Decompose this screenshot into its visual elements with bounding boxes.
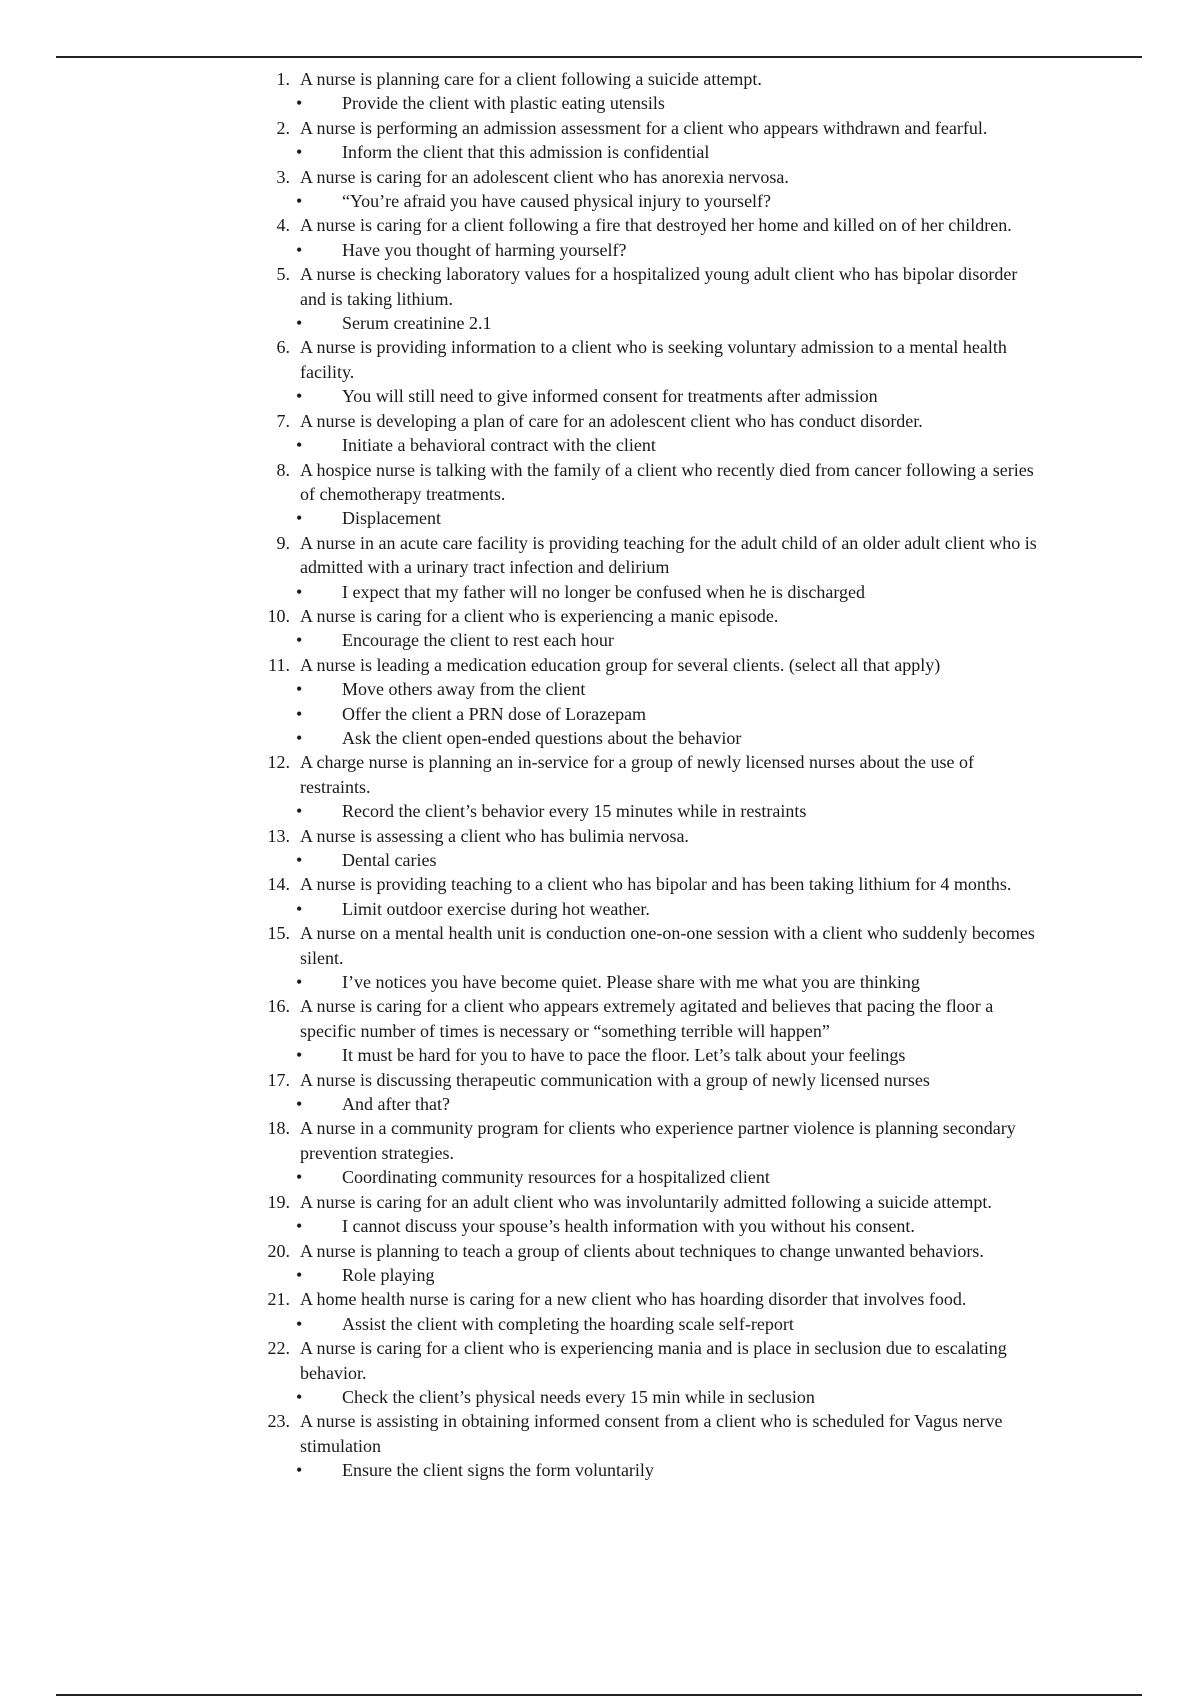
bullet-icon: • (296, 1045, 303, 1066)
answer-text: And after that? (342, 1094, 450, 1115)
bullet-icon: • (296, 93, 303, 114)
question-number: 10. (267, 605, 290, 626)
answer-text: Have you thought of harming yourself? (342, 239, 627, 260)
question-text: A nurse is caring for an adolescent client who has anorexia nervosa. (300, 166, 789, 187)
question-item (258, 653, 1038, 677)
question-item (258, 335, 1038, 384)
answer-text: You will still need to give informed consent for treatments after admission (342, 386, 878, 407)
question-item (258, 409, 1038, 433)
question-text: A nurse is caring for a client who appears extremely agitated and believes that pacing the floor a specific number of times is necessary or “something terrible will happen” (300, 996, 994, 1041)
answer-item (258, 799, 1038, 823)
question-number: 11. (268, 654, 290, 675)
answer-item (258, 238, 1038, 262)
answer-text: I expect that my father will no longer be confused when he is discharged (342, 581, 866, 602)
question-number: 17. (267, 1069, 290, 1090)
question-text: A nurse is leading a medication education group for several clients. (select all that apply) (300, 654, 941, 675)
question-item (258, 872, 1038, 896)
question-number: 21. (267, 1289, 290, 1310)
bullet-icon: • (296, 679, 303, 700)
answer-item (258, 1385, 1038, 1409)
question-item (258, 1116, 1038, 1165)
question-text: A nurse is caring for an adult client who was involuntarily admitted following a suicide attempt. (300, 1191, 992, 1212)
bullet-icon: • (296, 508, 303, 529)
answer-text: “You’re afraid you have caused physical injury to yourself? (342, 191, 772, 212)
answer-text: Encourage the client to rest each hour (342, 630, 614, 651)
question-number: 6. (276, 337, 290, 358)
bullet-icon: • (296, 239, 303, 260)
question-item (258, 921, 1038, 970)
answer-text: Limit outdoor exercise during hot weather. (342, 898, 650, 919)
question-item (258, 750, 1038, 799)
question-item (258, 604, 1038, 628)
answer-item (258, 1165, 1038, 1189)
question-number: 5. (276, 264, 290, 285)
answer-text: I cannot discuss your spouse’s health information with you without his consent. (342, 1216, 915, 1237)
question-number: 18. (267, 1118, 290, 1139)
answer-text: Ask the client open-ended questions about the behavior (342, 727, 742, 748)
question-item (258, 165, 1038, 189)
question-number: 12. (267, 752, 290, 773)
question-number: 3. (276, 166, 290, 187)
answer-item (258, 970, 1038, 994)
bullet-icon: • (296, 898, 303, 919)
question-text: A nurse is assessing a client who has bulimia nervosa. (300, 825, 689, 846)
bullet-icon: • (296, 1216, 303, 1237)
question-text: A nurse is providing information to a client who is seeking voluntary admission to a mental health facility. (300, 337, 1007, 382)
question-number: 22. (267, 1338, 290, 1359)
question-number: 4. (276, 215, 290, 236)
question-item (258, 1239, 1038, 1263)
answer-text: I’ve notices you have become quiet. Please share with me what you are thinking (342, 972, 920, 993)
question-item (258, 116, 1038, 140)
question-item (258, 1068, 1038, 1092)
answer-item (258, 91, 1038, 115)
bullet-icon: • (296, 801, 303, 822)
question-number: 8. (276, 459, 290, 480)
question-text: A hospice nurse is talking with the family of a client who recently died from cancer following a series of chemotherapy treatments. (300, 459, 1034, 504)
answer-item (258, 1043, 1038, 1067)
question-text: A nurse in a community program for clients who experience partner violence is planning secondary prevention strategies. (300, 1118, 1016, 1163)
bullet-icon: • (296, 581, 303, 602)
question-number: 20. (267, 1240, 290, 1261)
question-number: 23. (267, 1411, 290, 1432)
question-text: A nurse on a mental health unit is conduction one-on-one session with a client who suddenly becomes silent. (300, 923, 1035, 968)
question-number: 16. (267, 996, 290, 1017)
question-item (258, 531, 1038, 580)
question-list (258, 67, 1038, 1483)
bullet-icon: • (296, 435, 303, 456)
answer-text: Record the client’s behavior every 15 minutes while in restraints (342, 801, 807, 822)
bullet-icon: • (296, 850, 303, 870)
answer-text: Coordinating community resources for a hospitalized client (342, 1167, 770, 1188)
question-text: A nurse is performing an admission assessment for a client who appears withdrawn and fearful. (300, 117, 988, 138)
answer-item (258, 311, 1038, 335)
answer-item (258, 506, 1038, 530)
question-item (258, 262, 1038, 311)
answer-item (258, 433, 1038, 457)
question-item (258, 213, 1038, 237)
answer-item (258, 702, 1038, 726)
question-number: 9. (276, 532, 290, 553)
question-text: A nurse is planning care for a client following a suicide attempt. (300, 69, 762, 89)
bullet-icon: • (296, 703, 303, 724)
bottom-rule (56, 1694, 1142, 1696)
question-number: 15. (267, 923, 290, 944)
answer-text: Displacement (342, 508, 441, 529)
bullet-icon: • (296, 1460, 303, 1481)
bullet-icon: • (296, 142, 303, 163)
answer-item (258, 897, 1038, 921)
question-item (258, 1287, 1038, 1311)
question-text: A nurse in an acute care facility is providing teaching for the adult child of an older adult client who is admitted with a urinary tract infection and delirium (300, 532, 1037, 578)
answer-item (258, 580, 1038, 604)
question-text: A nurse is providing teaching to a client who has bipolar and has been taking lithium for 4 months. (300, 874, 1012, 895)
answer-text: Move others away from the client (342, 679, 586, 700)
bullet-icon: • (296, 630, 303, 651)
question-item (258, 458, 1038, 507)
question-number: 7. (276, 410, 290, 431)
question-number: 19. (267, 1191, 290, 1212)
answer-text: Offer the client a PRN dose of Lorazepam (342, 703, 647, 724)
question-text: A nurse is assisting in obtaining informed consent from a client who is scheduled for Vagus nerve stimulation (300, 1411, 1003, 1456)
bullet-icon: • (296, 1094, 303, 1115)
answer-text: Assist the client with completing the hoarding scale self-report (342, 1313, 794, 1334)
answer-text: Serum creatinine 2.1 (342, 313, 492, 334)
answer-item (258, 677, 1038, 701)
question-item (258, 994, 1038, 1043)
question-text: A nurse is caring for a client who is experiencing mania and is place in seclusion due to escalating behavior. (300, 1338, 1007, 1383)
top-rule (56, 56, 1142, 58)
question-number: 1. (276, 69, 290, 89)
question-number: 14. (267, 874, 290, 895)
answer-text: Initiate a behavioral contract with the client (342, 435, 656, 456)
answer-item (258, 1214, 1038, 1238)
answer-item (258, 1458, 1038, 1482)
question-item (258, 1190, 1038, 1214)
question-text: A nurse is discussing therapeutic communication with a group of newly licensed nurses (300, 1069, 930, 1090)
answer-text: Inform the client that this admission is confidential (342, 142, 710, 163)
bullet-icon: • (296, 727, 303, 748)
bullet-icon: • (296, 386, 303, 407)
question-item (258, 1336, 1038, 1385)
question-item (258, 1409, 1038, 1458)
answer-text: It must be hard for you to have to pace the floor. Let’s talk about your feelings (342, 1045, 906, 1066)
answer-item (258, 384, 1038, 408)
question-text: A nurse is developing a plan of care for an adolescent client who has conduct disorder. (300, 410, 923, 431)
answer-item (258, 848, 1038, 872)
bullet-icon: • (296, 313, 303, 334)
bullet-icon: • (296, 972, 303, 993)
answer-item (258, 189, 1038, 213)
question-item (258, 824, 1038, 848)
answer-text: Dental caries (342, 850, 437, 870)
answer-text: Check the client’s physical needs every 15 min while in seclusion (342, 1386, 815, 1407)
bullet-icon: • (296, 191, 303, 212)
question-text: A home health nurse is caring for a new client who has hoarding disorder that involves food. (300, 1289, 967, 1310)
question-number: 2. (276, 117, 290, 138)
question-text: A nurse is caring for a client following a fire that destroyed her home and killed on of her children. (300, 215, 1012, 236)
question-number: 13. (267, 825, 290, 846)
question-item (258, 67, 1038, 91)
bullet-icon: • (296, 1167, 303, 1188)
answer-item (258, 628, 1038, 652)
answer-text: Role playing (342, 1264, 435, 1285)
answer-item (258, 726, 1038, 750)
bullet-icon: • (296, 1313, 303, 1334)
answer-text: Provide the client with plastic eating utensils (342, 93, 665, 114)
question-text: A nurse is checking laboratory values for a hospitalized young adult client who has bipolar disorder and is taking lithium. (300, 264, 1018, 309)
answer-item (258, 1312, 1038, 1336)
question-text: A nurse is planning to teach a group of clients about techniques to change unwanted behaviors. (300, 1240, 984, 1261)
bullet-icon: • (296, 1264, 303, 1285)
answer-item (258, 140, 1038, 164)
bullet-icon: • (296, 1386, 303, 1407)
question-text: A nurse is caring for a client who is experiencing a manic episode. (300, 605, 779, 626)
answer-text: Ensure the client signs the form voluntarily (342, 1460, 654, 1481)
answer-item (258, 1263, 1038, 1287)
question-text: A charge nurse is planning an in-service for a group of newly licensed nurses about the use of restraints. (300, 752, 974, 797)
answer-item (258, 1092, 1038, 1116)
